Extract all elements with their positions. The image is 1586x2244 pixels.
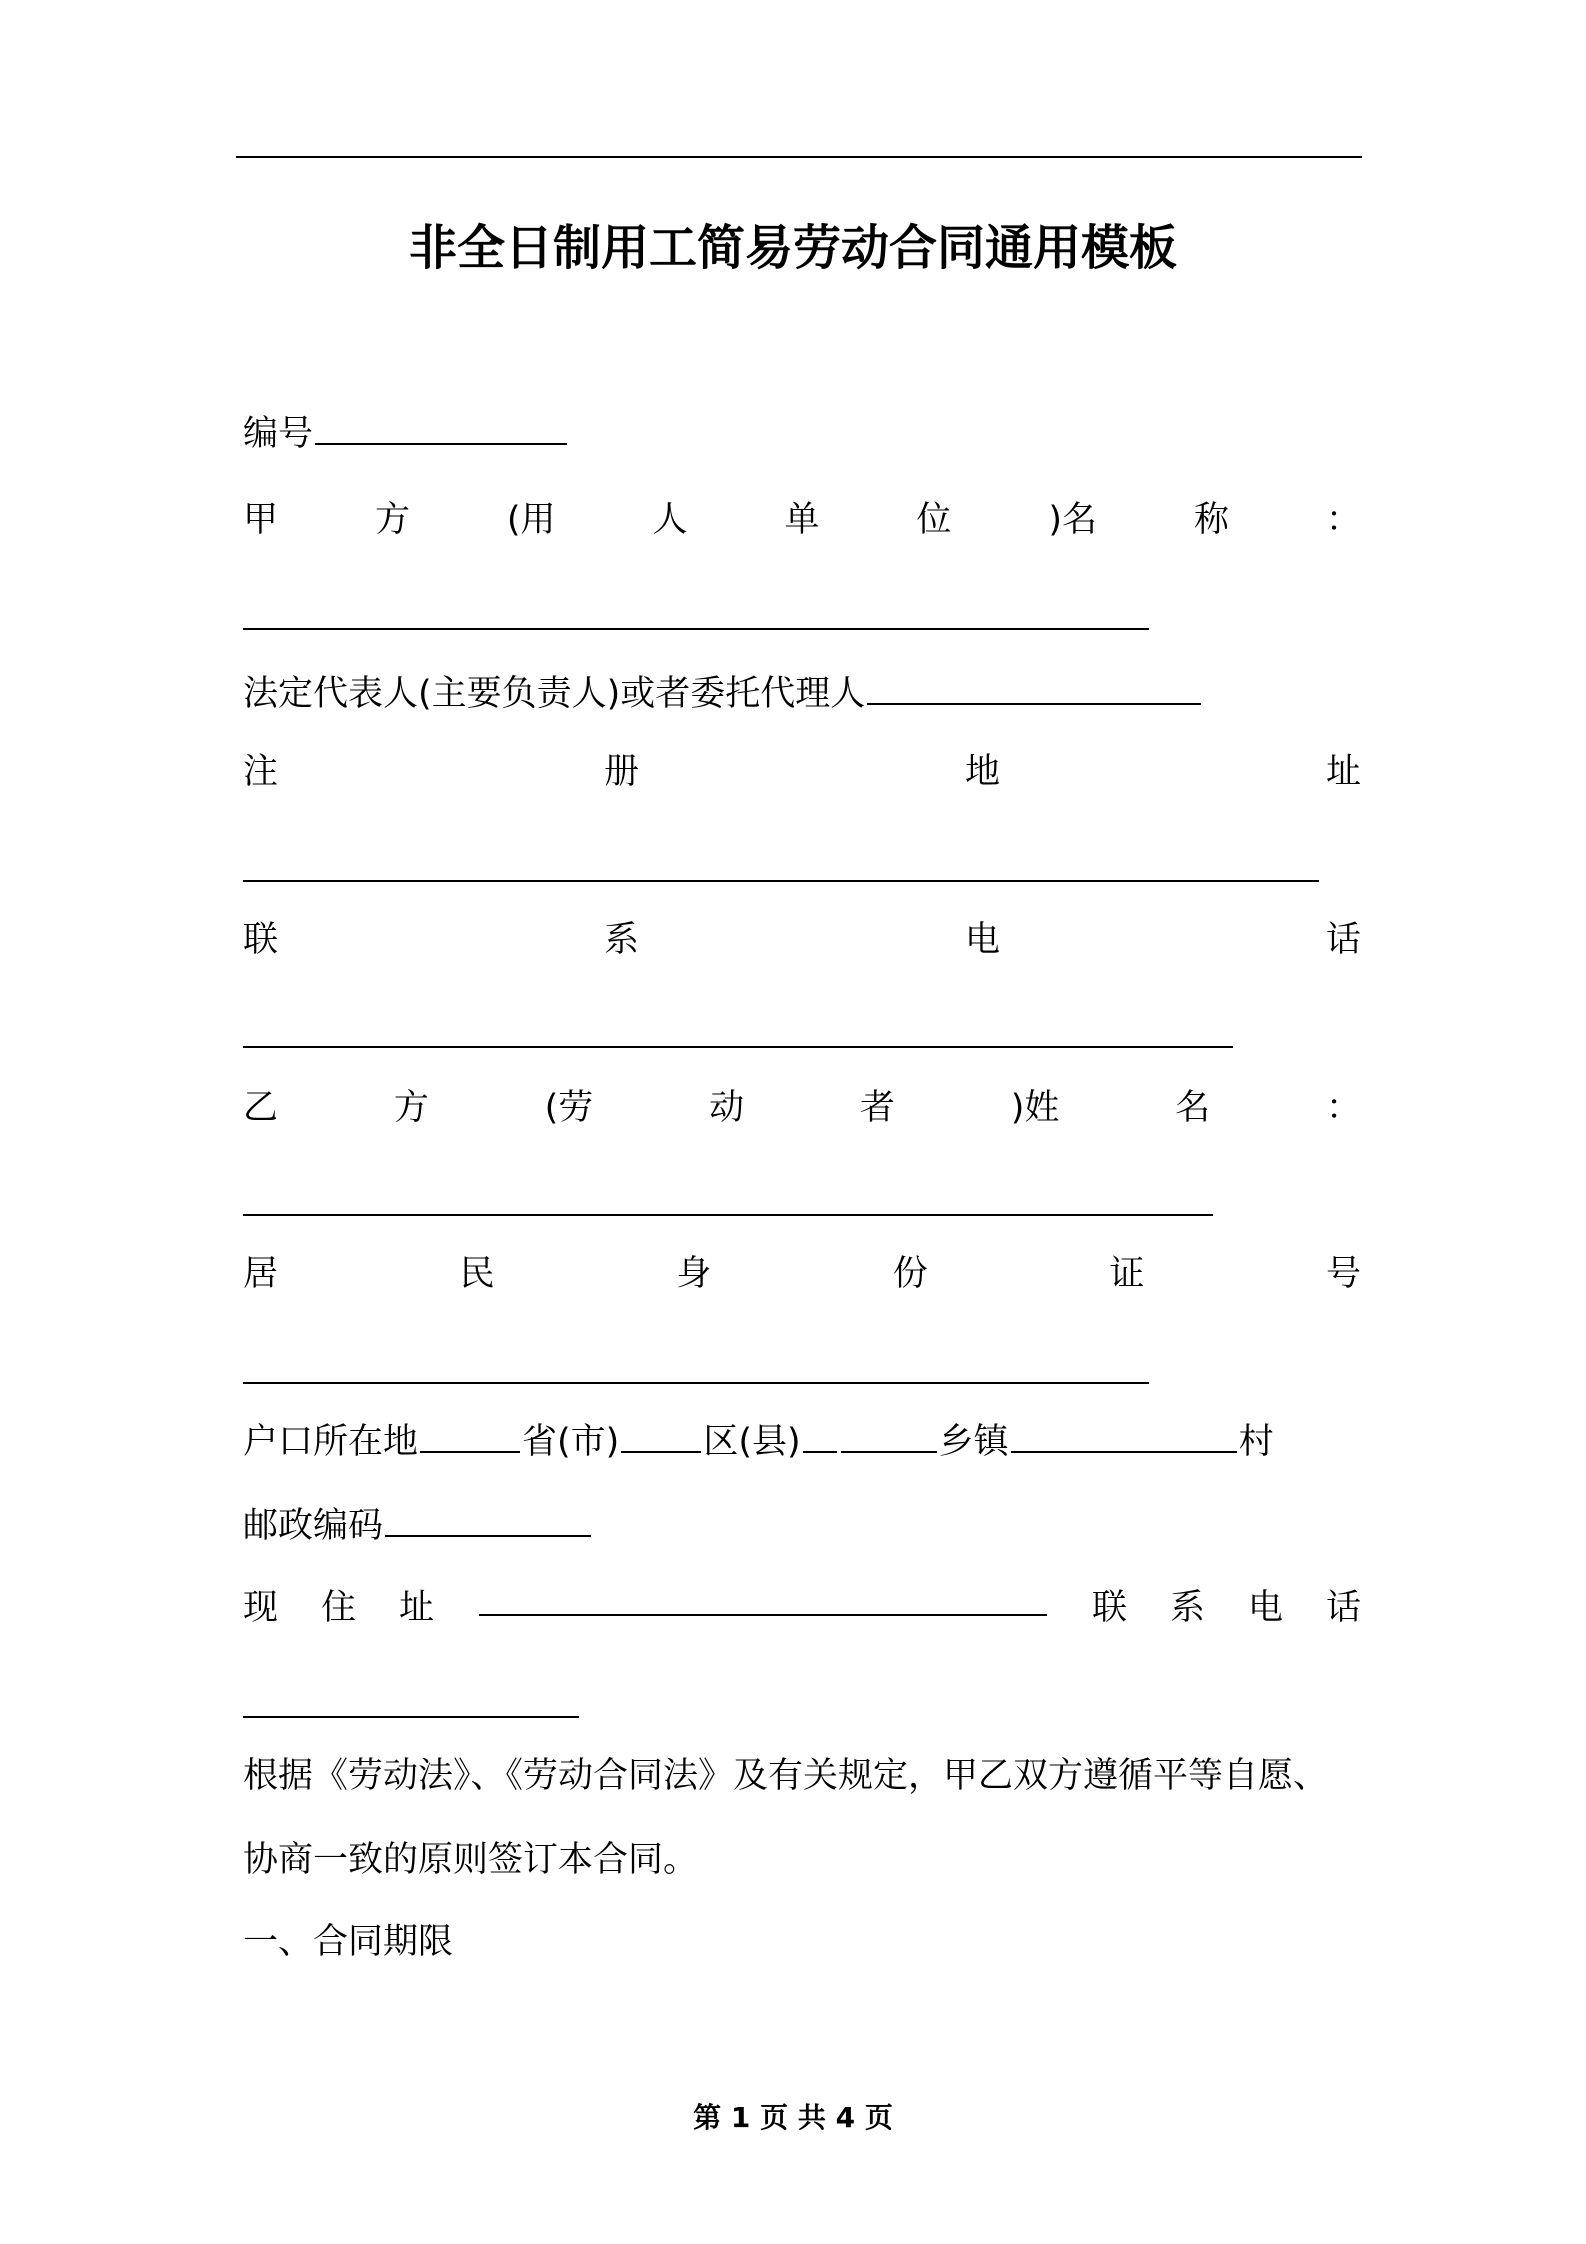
phone-blank[interactable] bbox=[243, 1046, 1233, 1048]
party-a-char: 方 bbox=[374, 500, 410, 540]
hukou-village: 村 bbox=[1238, 1422, 1274, 1462]
hukou-line bbox=[243, 1418, 1361, 1466]
party-b-name-line bbox=[243, 1084, 1361, 1132]
reg-address-line bbox=[243, 748, 1361, 796]
postal-blank[interactable] bbox=[385, 1505, 591, 1537]
section-heading-contract-term: 一、合同期限 bbox=[243, 1922, 454, 1962]
postal-label: 邮政编码 bbox=[243, 1506, 384, 1546]
reg-address-char: 址 bbox=[1325, 752, 1361, 792]
id-number-char: 号 bbox=[1325, 1254, 1361, 1294]
party-a-char: 甲 bbox=[243, 500, 279, 540]
party-b-char: 动 bbox=[709, 1088, 745, 1128]
serial-number-line bbox=[243, 410, 1361, 458]
reg-address-blank[interactable] bbox=[243, 880, 1319, 882]
party-b-char: )姓 bbox=[1010, 1088, 1060, 1128]
hukou-town-blank-b[interactable] bbox=[841, 1421, 937, 1453]
party-b-char: 者 bbox=[859, 1088, 895, 1128]
id-number-char: 证 bbox=[1109, 1254, 1145, 1294]
hukou-town-blank-a[interactable] bbox=[803, 1421, 837, 1453]
hukou-label: 户口所在地 bbox=[243, 1422, 419, 1462]
current-address-char: 住 bbox=[321, 1588, 357, 1628]
postal-line bbox=[243, 1502, 1361, 1550]
party-a-name-blank[interactable] bbox=[243, 628, 1149, 630]
party-a-name-line bbox=[243, 496, 1361, 544]
id-number-char: 民 bbox=[459, 1254, 495, 1294]
phone-char: 系 bbox=[603, 920, 639, 960]
id-number-char: 居 bbox=[243, 1254, 279, 1294]
current-phone-blank[interactable] bbox=[243, 1716, 579, 1718]
serial-label: 编号 bbox=[243, 414, 314, 454]
id-number-char: 份 bbox=[892, 1254, 928, 1294]
document-title: 非全日制用工简易劳动合同通用模板 bbox=[408, 220, 1177, 276]
current-address-char: 现 bbox=[243, 1588, 279, 1628]
legal-rep-line bbox=[243, 670, 1361, 718]
party-b-char: 乙 bbox=[243, 1088, 279, 1128]
party-a-char: ： bbox=[1325, 500, 1361, 540]
party-a-char: 单 bbox=[784, 500, 820, 540]
hukou-province-blank[interactable] bbox=[420, 1421, 520, 1453]
id-number-blank[interactable] bbox=[243, 1382, 1149, 1384]
reg-address-char: 册 bbox=[603, 752, 639, 792]
page-footer: 第 1 页 共 4 页 bbox=[693, 2101, 893, 2134]
reg-address-char: 地 bbox=[964, 752, 1000, 792]
current-phone-char: 联 bbox=[1091, 1588, 1127, 1628]
intro-paragraph-line-1: 根据《劳动法》、《劳动合同法》及有关规定，甲乙双方遵循平等自愿、 bbox=[243, 1756, 1329, 1796]
party-a-char: 人 bbox=[652, 500, 688, 540]
party-b-char: 名 bbox=[1175, 1088, 1211, 1128]
legal-rep-blank[interactable] bbox=[867, 673, 1201, 705]
hukou-district: 区(县) bbox=[703, 1422, 801, 1462]
hukou-town: 乡镇 bbox=[938, 1422, 1009, 1462]
party-b-name-blank[interactable] bbox=[243, 1214, 1213, 1216]
party-b-char: 方 bbox=[393, 1088, 429, 1128]
current-phone-char: 电 bbox=[1247, 1588, 1283, 1628]
phone-char: 电 bbox=[964, 920, 1000, 960]
current-phone-char: 话 bbox=[1325, 1588, 1361, 1628]
intro-paragraph-line-2: 协商一致的原则签订本合同。 bbox=[243, 1840, 699, 1880]
reg-address-char: 注 bbox=[243, 752, 279, 792]
serial-blank[interactable] bbox=[315, 413, 567, 445]
party-a-char: )名 bbox=[1048, 500, 1098, 540]
current-phone-char: 系 bbox=[1169, 1588, 1205, 1628]
id-number-line bbox=[243, 1250, 1361, 1298]
phone-char: 联 bbox=[243, 920, 279, 960]
current-address-char: 址 bbox=[399, 1588, 435, 1628]
party-a-char: (用 bbox=[506, 500, 556, 540]
party-a-char: 位 bbox=[916, 500, 952, 540]
phone-line bbox=[243, 916, 1361, 964]
current-address-line bbox=[243, 1584, 1361, 1632]
header-rule bbox=[236, 156, 1362, 158]
id-number-char: 身 bbox=[676, 1254, 712, 1294]
hukou-village-blank[interactable] bbox=[1011, 1421, 1237, 1453]
current-address-blank[interactable] bbox=[479, 1584, 1047, 1616]
phone-char: 话 bbox=[1325, 920, 1361, 960]
legal-rep-label: 法定代表人(主要负责人)或者委托代理人 bbox=[243, 674, 866, 714]
party-b-char: (劳 bbox=[544, 1088, 594, 1128]
hukou-district-blank[interactable] bbox=[621, 1421, 701, 1453]
hukou-province: 省(市) bbox=[522, 1422, 620, 1462]
party-a-char: 称 bbox=[1193, 500, 1229, 540]
party-b-char: ： bbox=[1325, 1088, 1361, 1128]
